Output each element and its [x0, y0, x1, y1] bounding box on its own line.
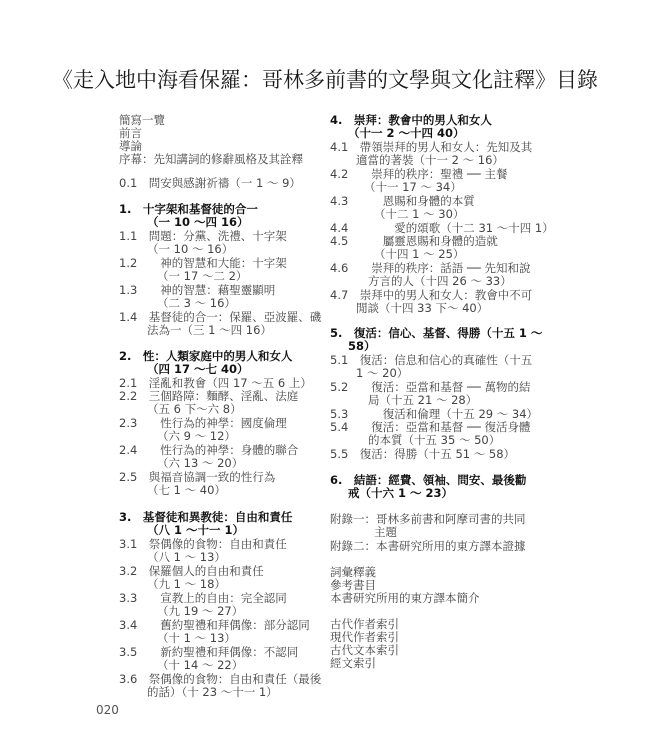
toc-entry: 現代作者索引	[330, 630, 399, 644]
toc-chapter-entry: （八 1 ～十一 1）	[147, 523, 245, 537]
page-number: 020	[96, 703, 119, 717]
toc-chapter-entry: （十一 2 ～十四 40）	[348, 126, 465, 140]
toc-chapter-entry: （一 10 ～四 16）	[147, 215, 249, 229]
toc-entry: （十四 1 ～ 25）	[374, 247, 465, 261]
toc-entry: 附錄二：本書研究所用的東方譯本證據	[330, 539, 526, 553]
toc-title: 《走入地中海看保羅：哥林多前書的文學與文化註釋》目錄	[52, 68, 598, 92]
toc-chapter-entry: 3. 基督徒和異教徒：自由和責任	[119, 510, 293, 524]
toc-entry: 5.3 復活和倫理（十五 29 ～ 34）	[330, 407, 539, 421]
toc-entry: 4.5 屬靈恩賜和身體的造就	[330, 234, 498, 248]
toc-entry: 本書研究所用的東方譯本簡介	[330, 591, 480, 605]
toc-entry: 5.4 復活：亞當和基督 ── 復活身體	[330, 420, 531, 434]
toc-entry: （九 19 ～ 27）	[157, 604, 244, 618]
toc-entry: （十 14 ～ 22）	[157, 658, 244, 672]
toc-entry: 附錄一：哥林多前書和阿摩司書的共同	[330, 512, 526, 526]
toc-chapter-entry: 戒（十六 1 ～ 23）	[348, 486, 454, 500]
toc-entry: 古代作者索引	[330, 617, 399, 631]
toc-entry: 參考書目	[330, 578, 376, 592]
toc-entry: （十一 17 ～ 34）	[364, 180, 462, 194]
toc-entry: 3.1 祭偶像的食物：自由和責任	[119, 537, 287, 551]
toc-entry: 適當的著裝（十一 2 ～ 16）	[356, 153, 504, 167]
toc-entry: （七 1 ～ 40）	[147, 483, 226, 497]
toc-entry: （六 9 ～ 12）	[157, 429, 236, 443]
toc-entry: （一 17 ～二 2）	[157, 269, 248, 283]
toc-chapter-entry: 1. 十字架和基督徒的合一	[119, 202, 258, 216]
toc-entry: 方言的人（十四 26 ～ 33）	[368, 274, 512, 288]
toc-entry: 4.6 崇拜的秩序：話語 ── 先知和說	[330, 261, 531, 275]
toc-entry: 3.4 舊約聖禮和拜偶像：部分認同	[119, 618, 310, 632]
toc-entry: 1.2 神的智慧和大能：十字架	[119, 256, 287, 270]
toc-entry: 4.7 崇拜中的男人和女人：教會中不可	[330, 288, 533, 302]
toc-entry: （九 1 ～ 18）	[147, 577, 226, 591]
toc-entry: 的話）（十 23 ～十一 1）	[147, 685, 278, 699]
toc-entry: 古代文本索引	[330, 643, 399, 657]
toc-entry: （六 13 ～ 20）	[157, 456, 244, 470]
toc-entry: 序幕：先知講詞的修辭風格及其詮釋	[119, 152, 303, 166]
toc-entry: 1.1 問題：分黨、洗禮、十字架	[119, 229, 287, 243]
toc-entry: 閒談（十四 33 下～ 40）	[356, 301, 489, 315]
toc-entry: 5.1 復活：信息和信心的真確性（十五	[330, 353, 533, 367]
toc-entry: 3.5 新約聖禮和拜偶像：不認同	[119, 645, 299, 659]
toc-entry: 5.2 復活：亞當和基督 ── 萬物的結	[330, 380, 531, 394]
toc-chapter-entry: 58）	[348, 339, 376, 353]
toc-entry: 詞彙釋義	[330, 565, 376, 579]
toc-entry: 的本質（十五 35 ～ 50）	[368, 433, 501, 447]
toc-entry: （十二 1 ～ 30）	[374, 207, 465, 221]
toc-chapter-entry: 5. 復活：信心、基督、得勝（十五 1 ～	[330, 326, 543, 340]
toc-entry: 經文索引	[330, 656, 376, 670]
toc-entry: 法為一（三 1 ～四 16）	[147, 323, 272, 337]
toc-chapter-entry: （四 17 ～七 40）	[147, 362, 249, 376]
toc-chapter-entry: 2. 性：人類家庭中的男人和女人	[119, 349, 293, 363]
toc-chapter-entry: 6. 結語：經費、領袖、問安、最後勸	[330, 473, 527, 487]
toc-chapter-entry: 4. 崇拜：教會中的男人和女人	[330, 113, 492, 127]
toc-entry: （十 1 ～ 13）	[157, 631, 236, 645]
toc-entry: 3.2 保羅個人的自由和責任	[119, 564, 264, 578]
toc-entry: 1.4 基督徒的合一：保羅、亞波羅、磯	[119, 310, 322, 324]
toc-entry: 0.1 問安與感謝祈禱（一 1 ～ 9）	[119, 176, 301, 190]
toc-entry: 主題	[374, 525, 397, 539]
toc-entry: 2.3 性行為的神學：國度倫理	[119, 416, 287, 430]
toc-entry: 3.3 宣教上的自由：完全認同	[119, 591, 287, 605]
toc-entry: 2.1 淫亂和教會（四 17 ～五 6 上）	[119, 376, 312, 390]
toc-entry: （五 6 下～六 8）	[147, 402, 242, 416]
toc-entry: 1 ～ 20）	[356, 366, 409, 380]
toc-entry: 局（十五 21 ～ 28）	[368, 393, 478, 407]
toc-entry: 4.4 愛的頌歌（十二 31 ～十四 1）	[330, 221, 554, 235]
toc-entry: （二 3 ～ 16）	[157, 296, 236, 310]
toc-entry: 前言	[119, 126, 142, 140]
toc-entry: 2.5 與福音協調一致的性行為	[119, 470, 276, 484]
toc-entry: 2.2 三個路障：麵酵、淫亂、法庭	[119, 389, 299, 403]
toc-entry: 4.1 帶領崇拜的男人和女人：先知及其	[330, 140, 533, 154]
toc-entry: 4.2 崇拜的秩序：聖禮 ── 主餐	[330, 167, 508, 181]
toc-entry: 簡寫一覽	[119, 113, 165, 127]
toc-entry: 2.4 性行為的神學：身體的聯合	[119, 443, 299, 457]
toc-entry: 3.6 祭偶像的食物：自由和責任（最後	[119, 672, 322, 686]
toc-entry: 4.3 恩賜和身體的本質	[330, 194, 475, 208]
toc-entry: 導論	[119, 139, 142, 153]
toc-entry: （一 10 ～ 16）	[147, 242, 234, 256]
toc-entry: 5.5 復活：得勝（十五 51 ～ 58）	[330, 447, 516, 461]
toc-entry: （八 1 ～ 13）	[147, 550, 226, 564]
toc-entry: 1.3 神的智慧：藉聖靈顯明	[119, 283, 276, 297]
